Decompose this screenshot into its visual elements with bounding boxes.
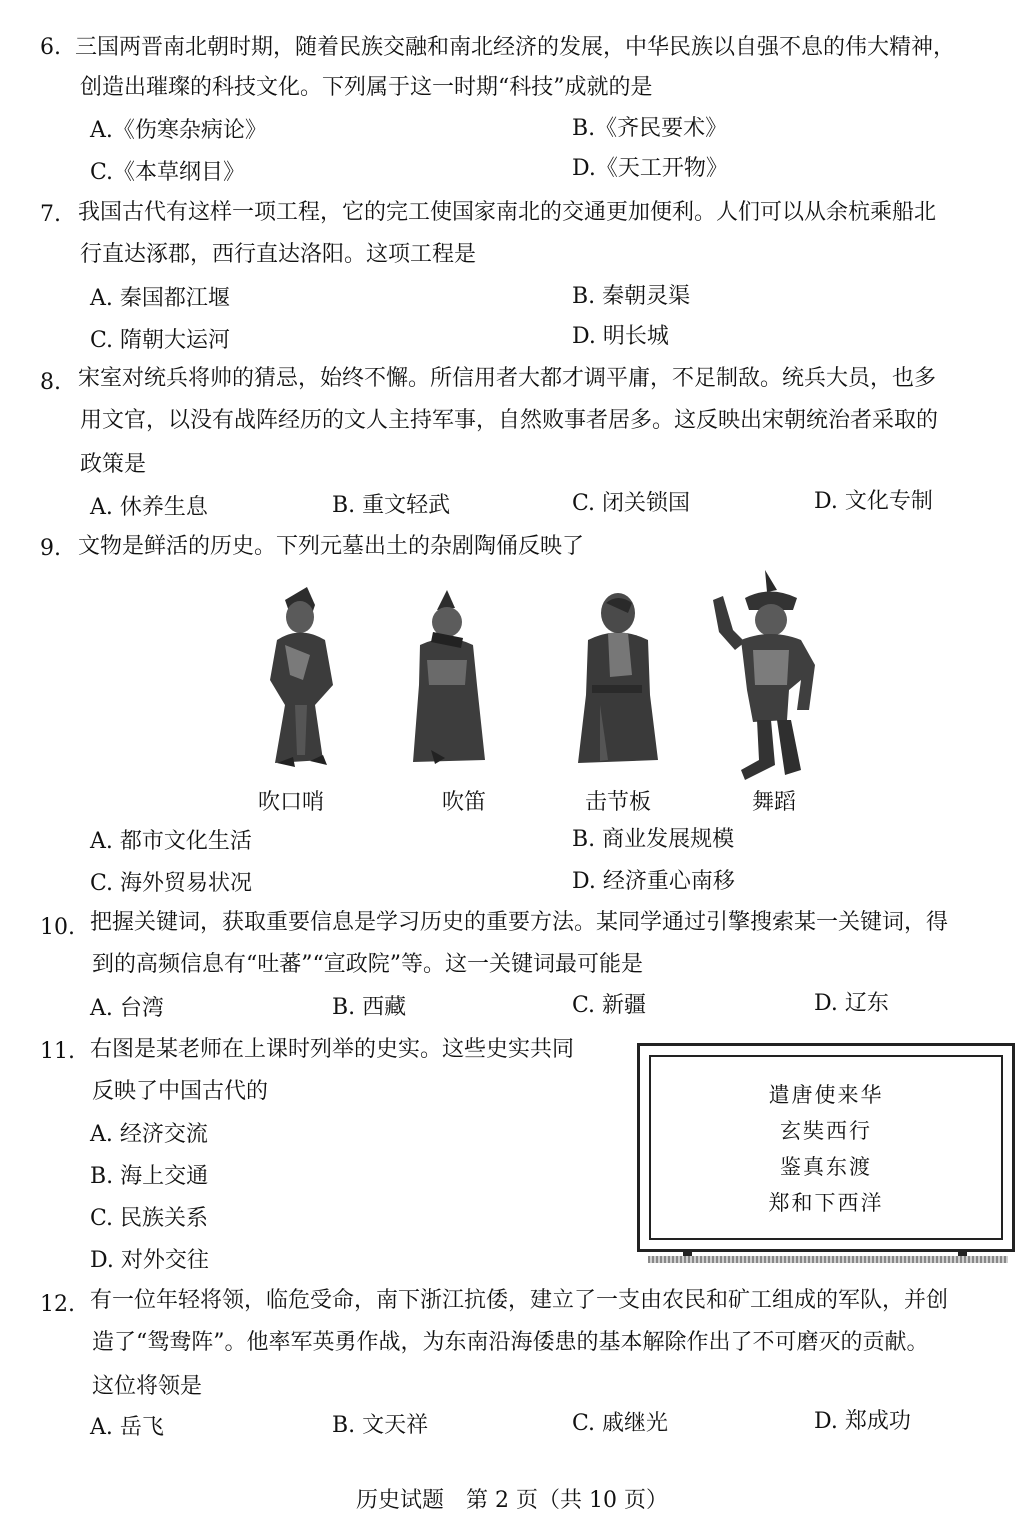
q10-stem-line1: 把握关键词，获取重要信息是学习历史的重要方法。某同学通过引擎搜索某一关键词，得 [90,910,949,935]
q12-stem-line2: 造了“鸳鸯阵”。他率军英勇作战，为东南沿海倭患的基本解除作出了不可磨灭的贡献。 [92,1330,929,1355]
q8-number: 8. [40,370,61,395]
q8-stem-line1: 宋室对统兵将帅的猜忌，始终不懈。所信用者大都才调平庸，不足制敌。统兵大员，也多 [78,366,937,391]
q12-stem-line1: 有一位年轻将领，临危受命，南下浙江抗倭，建立了一支由农民和矿工组成的军队，并创 [90,1288,949,1313]
q12-option-c: C. 戚继光 [572,1411,669,1436]
q12-option-b: B. 文天祥 [332,1413,429,1438]
q10-option-b: B. 西藏 [332,995,407,1020]
board-item-2: 玄奘西行 [780,1119,872,1143]
q6-option-a: A.《伤寒杂病论》 [90,118,267,143]
board-item-3: 鉴真东渡 [780,1155,872,1179]
q7-option-a: A. 秦国都江堰 [90,286,230,311]
q12-number: 12. [40,1292,75,1317]
q9-option-b: B. 商业发展规模 [572,827,735,852]
q9-option-c: C. 海外贸易状况 [90,871,253,896]
blackboard-ground [648,1256,1008,1263]
q6-stem-line2: 创造出璀璨的科技文化。下列属于这一时期“科技”成就的是 [80,75,653,100]
q7-stem-line2: 行直达涿郡，西行直达洛阳。这项工程是 [80,242,477,267]
figurine-caption-whistle: 吹口哨 [258,790,325,815]
q12-stem-line3: 这位将领是 [92,1374,203,1399]
q9-number: 9. [40,536,61,561]
figurine-clapper-icon [570,585,665,770]
q8-option-c: C. 闭关锁国 [572,491,691,516]
q8-stem-line3: 政策是 [80,452,147,477]
q10-option-a: A. 台湾 [90,996,164,1021]
figurine-flute-icon [405,590,490,770]
blackboard-figure [637,1043,1015,1252]
q8-stem-line2: 用文官，以没有战阵经历的文人主持军事，自然败事者居多。这反映出宋朝统治者采取的 [80,408,939,433]
figurine-caption-dance: 舞蹈 [752,790,797,815]
q11-stem-line2: 反映了中国古代的 [92,1079,269,1104]
q8-option-a: A. 休养生息 [90,495,208,520]
q7-option-b: B. 秦朝灵渠 [572,284,691,309]
q6-option-c: C.《本草纲目》 [90,160,246,185]
q6-option-d: D.《天工开物》 [572,156,728,181]
figurine-dance-icon [705,570,835,785]
q9-option-d: D. 经济重心南移 [572,869,735,894]
q10-stem-line2: 到的高频信息有“吐蕃”“宣政院”等。这一关键词最可能是 [92,952,643,977]
q6-number: 6. [40,35,61,60]
q10-number: 10. [40,915,75,940]
q6-stem-line1: 三国两晋南北朝时期，随着民族交融和南北经济的发展，中华民族以自强不息的伟大精神， [75,35,956,60]
q10-option-c: C. 新疆 [572,993,647,1018]
page-footer: 历史试题 第 2 页（共 10 页） [356,1488,668,1513]
q11-option-d: D. 对外交往 [90,1248,209,1273]
q10-option-d: D. 辽东 [814,991,889,1016]
board-item-1: 遣唐使来华 [768,1083,884,1107]
q7-option-c: C. 隋朝大运河 [90,328,231,353]
blackboard-inner-frame [649,1055,1003,1240]
q7-option-d: D. 明长城 [572,324,669,349]
q12-option-d: D. 郑成功 [814,1409,911,1434]
q6-option-b: B.《齐民要术》 [572,116,728,141]
q11-number: 11. [40,1039,75,1064]
q8-option-b: B. 重文轻武 [332,493,451,518]
board-item-4: 郑和下西洋 [768,1191,884,1215]
q11-stem-line1: 右图是某老师在上课时列举的史实。这些史实共同 [90,1037,575,1062]
figurine-caption-flute: 吹笛 [442,790,487,815]
q9-option-a: A. 都市文化生活 [90,829,252,854]
q8-option-d: D. 文化专制 [814,489,933,514]
figurine-whistle-icon [255,585,345,770]
figurine-caption-clapper: 击节板 [585,790,652,815]
q11-option-c: C. 民族关系 [90,1206,209,1231]
q7-stem-line1: 我国古代有这样一项工程，它的完工使国家南北的交通更加便利。人们可以从余杭乘船北 [78,200,937,225]
q9-stem-line1: 文物是鲜活的历史。下列元墓出土的杂剧陶俑反映了 [78,534,585,559]
q11-option-b: B. 海上交通 [90,1164,209,1189]
q11-option-a: A. 经济交流 [90,1122,208,1147]
q12-option-a: A. 岳飞 [90,1415,164,1440]
q7-number: 7. [40,202,61,227]
